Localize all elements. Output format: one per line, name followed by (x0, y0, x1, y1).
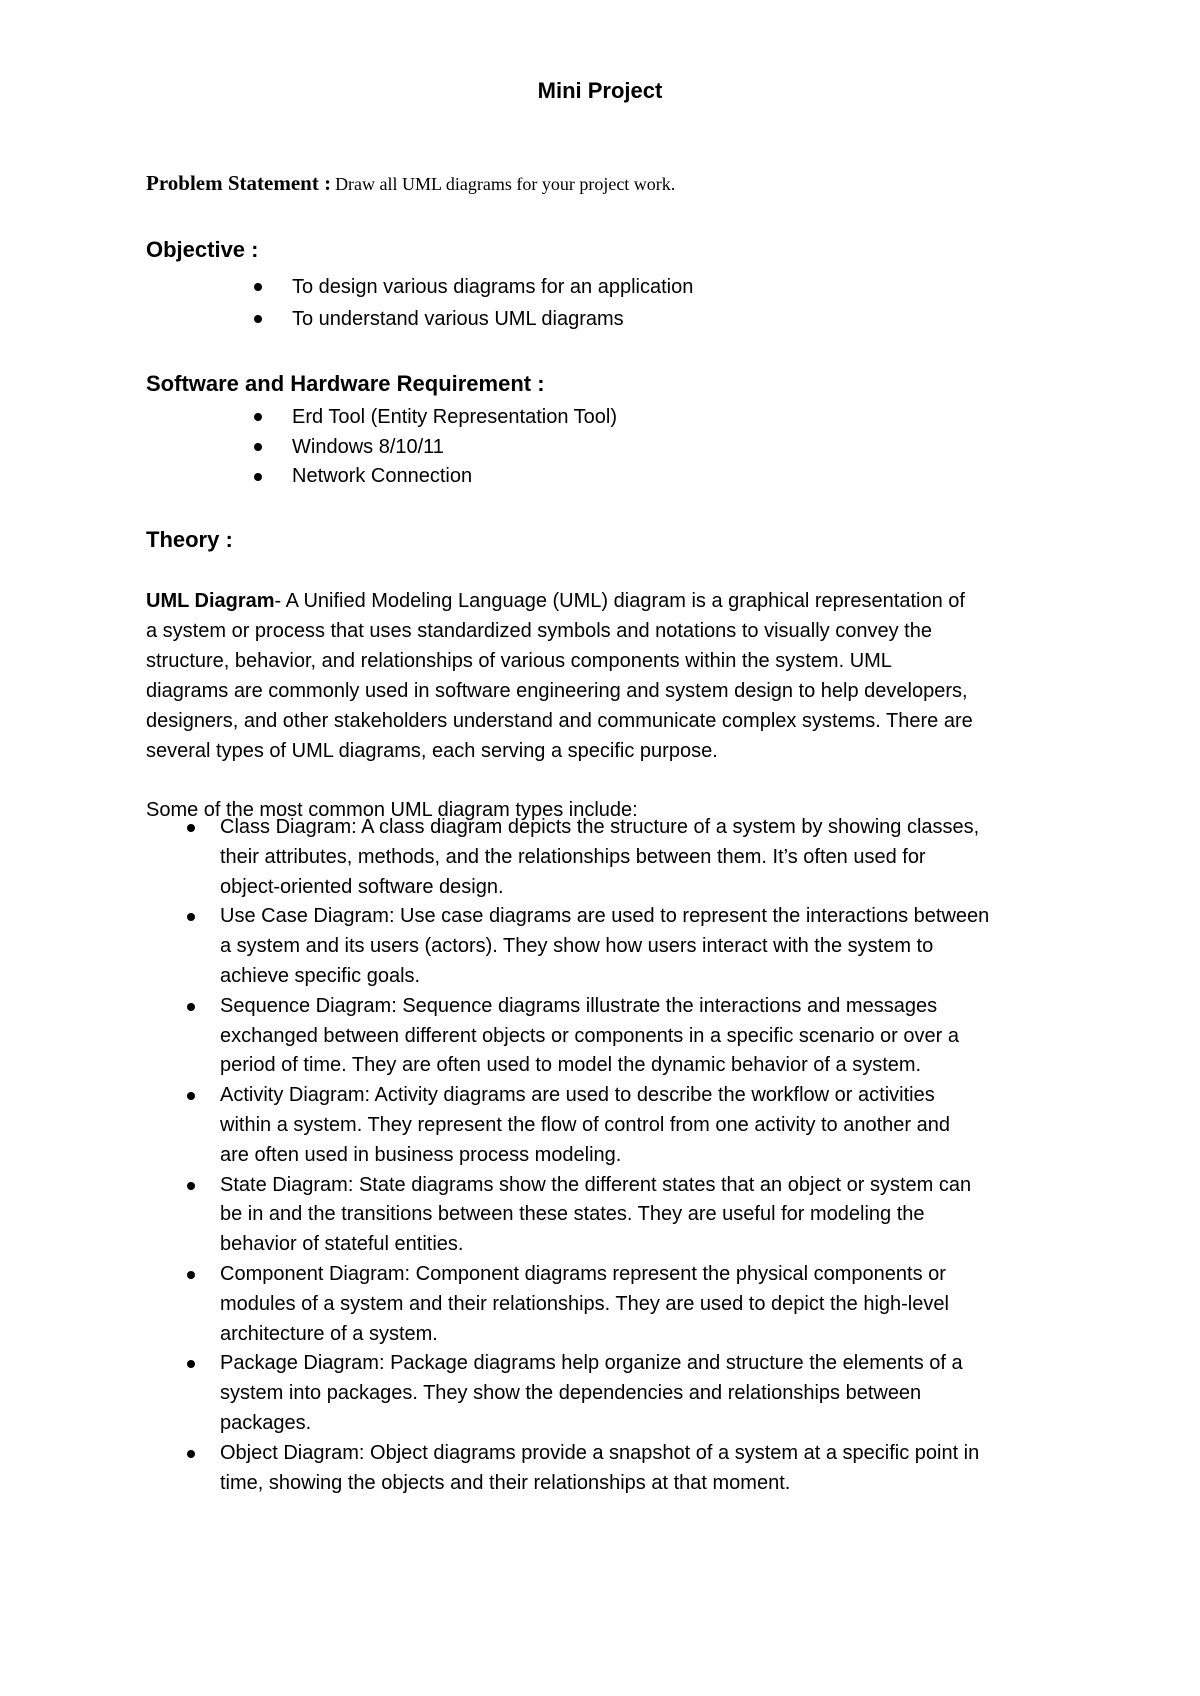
uml-definition-line: diagrams are commonly used in software engineering and system design to help developers, (146, 680, 968, 702)
uml-definition-line (146, 586, 1076, 616)
theory-heading: Theory : (146, 527, 233, 552)
objective-item: To design various diagrams for an application (292, 276, 694, 298)
problem-statement-text: Draw all UML diagrams for your project work. (335, 174, 676, 194)
page-title: Mini Project (537, 78, 663, 103)
list-item-line: State Diagram: State diagrams show the different states that an object or system can (220, 1173, 972, 1196)
uml-definition-line: structure, behavior, and relationships of various components within the system. UML (146, 650, 892, 672)
bullet-icon (187, 1450, 195, 1458)
uml-definition-line: several types of UML diagrams, each serving a specific purpose. (146, 740, 718, 762)
list-item-line: system into packages. They show the dependencies and relationships between (220, 1382, 922, 1405)
list-item-line: Use Case Diagram: Use case diagrams are used to represent the interactions between (220, 905, 990, 928)
list-item (182, 1439, 1082, 1499)
list-item-line: behavior of stateful entities. (220, 1233, 464, 1256)
list-item (182, 1171, 1082, 1260)
problem-statement-label: Problem Statement : (146, 171, 332, 195)
list-item-line: a system and its users (actors). They show how users interact with the system to (220, 935, 934, 958)
bullet-icon (187, 1360, 195, 1368)
bullet-icon (254, 315, 262, 323)
list-item-line: Object Diagram: Object diagrams provide a snapshot of a system at a specific point in (220, 1441, 980, 1464)
objective-heading: Objective : (146, 237, 259, 262)
list-item-line: within a system. They represent the flow of control from one activity to another and (220, 1113, 950, 1136)
list-item-line: exchanged between different objects or components in a specific scenario or over a (220, 1024, 959, 1047)
uml-term: UML Diagram (146, 590, 275, 612)
list-item-line: object-oriented software design. (220, 875, 504, 898)
bullet-icon (187, 1182, 195, 1190)
list-item-line: Package Diagram: Package diagrams help organize and structure the elements of a (220, 1352, 963, 1375)
list-item-line: packages. (220, 1411, 312, 1434)
list-item-line: are often used in business process modeling. (220, 1143, 622, 1166)
list-item-line: achieve specific goals. (220, 964, 421, 987)
uml-types-list (182, 813, 1082, 1498)
bullet-icon (187, 913, 195, 921)
list-item (182, 992, 1082, 1081)
objective-item: To understand various UML diagrams (292, 308, 624, 330)
uml-definition-line: a system or process that uses standardized symbols and notations to visually convey the (146, 620, 932, 642)
list-item (182, 1349, 1082, 1438)
list-item-line: be in and the transitions between these states. They are useful for modeling the (220, 1203, 925, 1226)
bullet-icon (187, 1003, 195, 1011)
bullet-icon (187, 1271, 195, 1279)
list-item-line: time, showing the objects and their relationships at that moment. (220, 1471, 791, 1494)
types-intro: Some of the most common UML diagram types include: (146, 799, 638, 821)
uml-definition-paragraph (146, 586, 1076, 766)
requirements-heading: Software and Hardware Requirement : (146, 371, 545, 396)
bullet-icon (254, 473, 262, 481)
list-item-line: modules of a system and their relationships. They are used to depict the high-level (220, 1292, 949, 1315)
uml-definition-text: - A Unified Modeling Language (UML) diagram is a graphical representation of (274, 590, 965, 612)
bullet-icon (187, 1092, 195, 1100)
list-item-line: period of time. They are often used to model the dynamic behavior of a system. (220, 1054, 922, 1077)
bullet-icon (254, 283, 262, 291)
list-item-line: Sequence Diagram: Sequence diagrams illustrate the interactions and messages (220, 994, 938, 1017)
list-item (182, 902, 1082, 991)
requirement-item: Windows 8/10/11 (292, 436, 444, 458)
list-item-line: Activity Diagram: Activity diagrams are used to describe the workflow or activities (220, 1084, 935, 1107)
list-item (182, 813, 1082, 902)
uml-definition-line: designers, and other stakeholders understand and communicate complex systems. There are (146, 710, 973, 732)
requirement-item: Network Connection (292, 465, 473, 487)
bullet-icon (254, 413, 262, 421)
list-item (182, 1260, 1082, 1349)
list-item (182, 1081, 1082, 1170)
requirement-item: Erd Tool (Entity Representation Tool) (292, 406, 617, 428)
bullet-icon (254, 443, 262, 451)
list-item-line: their attributes, methods, and the relationships between them. It’s often used for (220, 845, 926, 868)
problem-statement (146, 168, 675, 201)
list-item-line: Class Diagram: A class diagram depicts the structure of a system by showing classes, (220, 816, 980, 838)
bullet-icon (187, 824, 195, 832)
list-item-line: Component Diagram: Component diagrams represent the physical components or (220, 1262, 946, 1285)
list-item-line: architecture of a system. (220, 1322, 438, 1345)
